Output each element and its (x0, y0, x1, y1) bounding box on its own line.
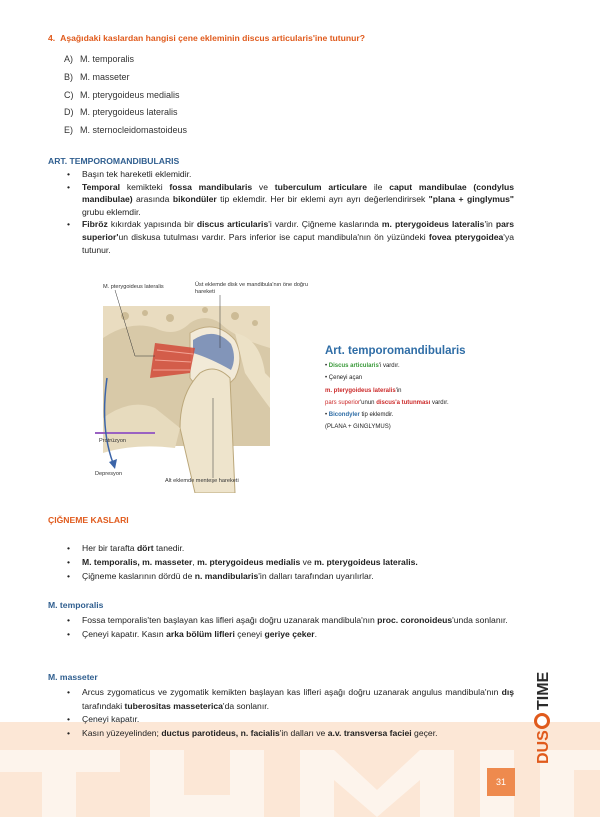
page-number: 31 (487, 768, 515, 796)
question-stem: Aşağıdaki kaslardan hangisi çene ekleminin discus articularis'ine tutunur? (60, 33, 366, 43)
option-d: D) M. pterygoideus lateralis (64, 107, 178, 118)
tmj-bullets (64, 168, 514, 256)
section-heading-tmj: ART. TEMPOROMANDIBULARIS (48, 156, 180, 166)
section-heading-temporalis: M. temporalis (48, 600, 104, 610)
legend-title: Art. temporomandibularis (325, 345, 466, 357)
tmj-illustration (95, 278, 309, 493)
list-item: • Kasın yüzeyelinden; ductus parotideus, n. facialis'in dalları ve a.v. transversa faciei geçer. (64, 727, 514, 741)
list-item: • Arcus zygomaticus ve zygomatik kemikten başlayan kas lifleri aşağı doğru uzanarak angulus mandibula'nın dış tarafındaki tuberositas masseterica'da sonlanır. (64, 686, 514, 713)
figure-legend (325, 345, 515, 434)
legend-line: • Çeneyi açan (325, 375, 363, 382)
logo-mark (526, 664, 556, 764)
legend-line: • Discus articularis'i vardır. (325, 363, 400, 369)
list-item: • Temporal kemikteki fossa mandibularis ve tuberculum articulare ile caput mandibulae (condylus mandibulae) arasında bikondüler tip eklemdir. Her bir eklemi ayrı ayrı değerlendirirsek "plana + ginglymus" grubu eklemdir. (64, 181, 514, 219)
section-heading-masseter: M. masseter (48, 672, 98, 682)
temporalis-bullets (64, 614, 514, 641)
list-item: • Her bir tarafta dört tanedir. (64, 541, 514, 555)
masseter-bullets (64, 686, 514, 740)
dustime-logo (526, 664, 556, 764)
legend-line: (PLANA + GINGLYMUS) (325, 424, 391, 431)
chewing-bullets (64, 541, 514, 584)
list-item: • Fossa temporalis'ten başlayan kas lifleri aşağı doğru uzanarak mandibula'nın proc. coronoideus'unda sonlanır. (64, 614, 514, 628)
question-number: 4. (48, 33, 56, 43)
list-item: • Çeneyi kapatır. (64, 713, 514, 727)
answer-options (64, 51, 187, 140)
list-item: • M. temporalis, m. masseter, m. pterygoideus medialis ve m. pterygoideus lateralis. (64, 555, 514, 569)
list-item: • Çeneyi kapatır. Kasın arka bölüm lifleri çeneyi geriye çeker. (64, 628, 514, 642)
legend-line: • Bicondyler tip eklemdir. (325, 412, 394, 419)
list-item: • Çiğneme kaslarının dördü de n. mandibularis'in dalları tarafından uyarılırlar. (64, 569, 514, 583)
legend-line: m. pterygoideus lateralis'in (325, 387, 402, 394)
list-item: • Başın tek hareketli eklemidir. (64, 168, 514, 181)
label-protrusion: Protrüzyon (99, 438, 127, 444)
svg-text:DUS: DUS (535, 730, 552, 764)
label-lower-joint: Alt eklemde menteşe hareketi (165, 478, 239, 484)
tmj-joint-drawing (95, 278, 270, 493)
option-b: B) M. masseter (64, 71, 130, 82)
label-depression: Depresyon (95, 471, 123, 477)
svg-text:TIME: TIME (535, 671, 552, 710)
label-pterygoideus: M. pterygoideus lateralis (103, 284, 164, 290)
list-item: • Fibröz kıkırdak yapısında bir discus articularis'i vardır. Çiğneme kaslarında m. pterygoideus lateralis'in pars superior'un diskusa tutulması vardır. Pars inferior ise caput mandibula'nın ön yüzündeki fovea pterygoidea'ya tutunur. (64, 218, 514, 256)
option-c: C) M. pterygoideus medialis (64, 89, 180, 100)
section-heading-chewing: ÇIĞNEME KASLARI (48, 515, 129, 525)
legend-line: pars superior'unun discus'a tutunması vardır. (325, 399, 449, 406)
label-upper-joint: Üst eklemde disk ve mandibula'nın öne doğru hareketi (195, 282, 309, 295)
question-text (48, 33, 365, 43)
option-a: A) M. temporalis (64, 54, 135, 64)
option-e: E) M. sternocleidomastoideus (64, 125, 188, 136)
